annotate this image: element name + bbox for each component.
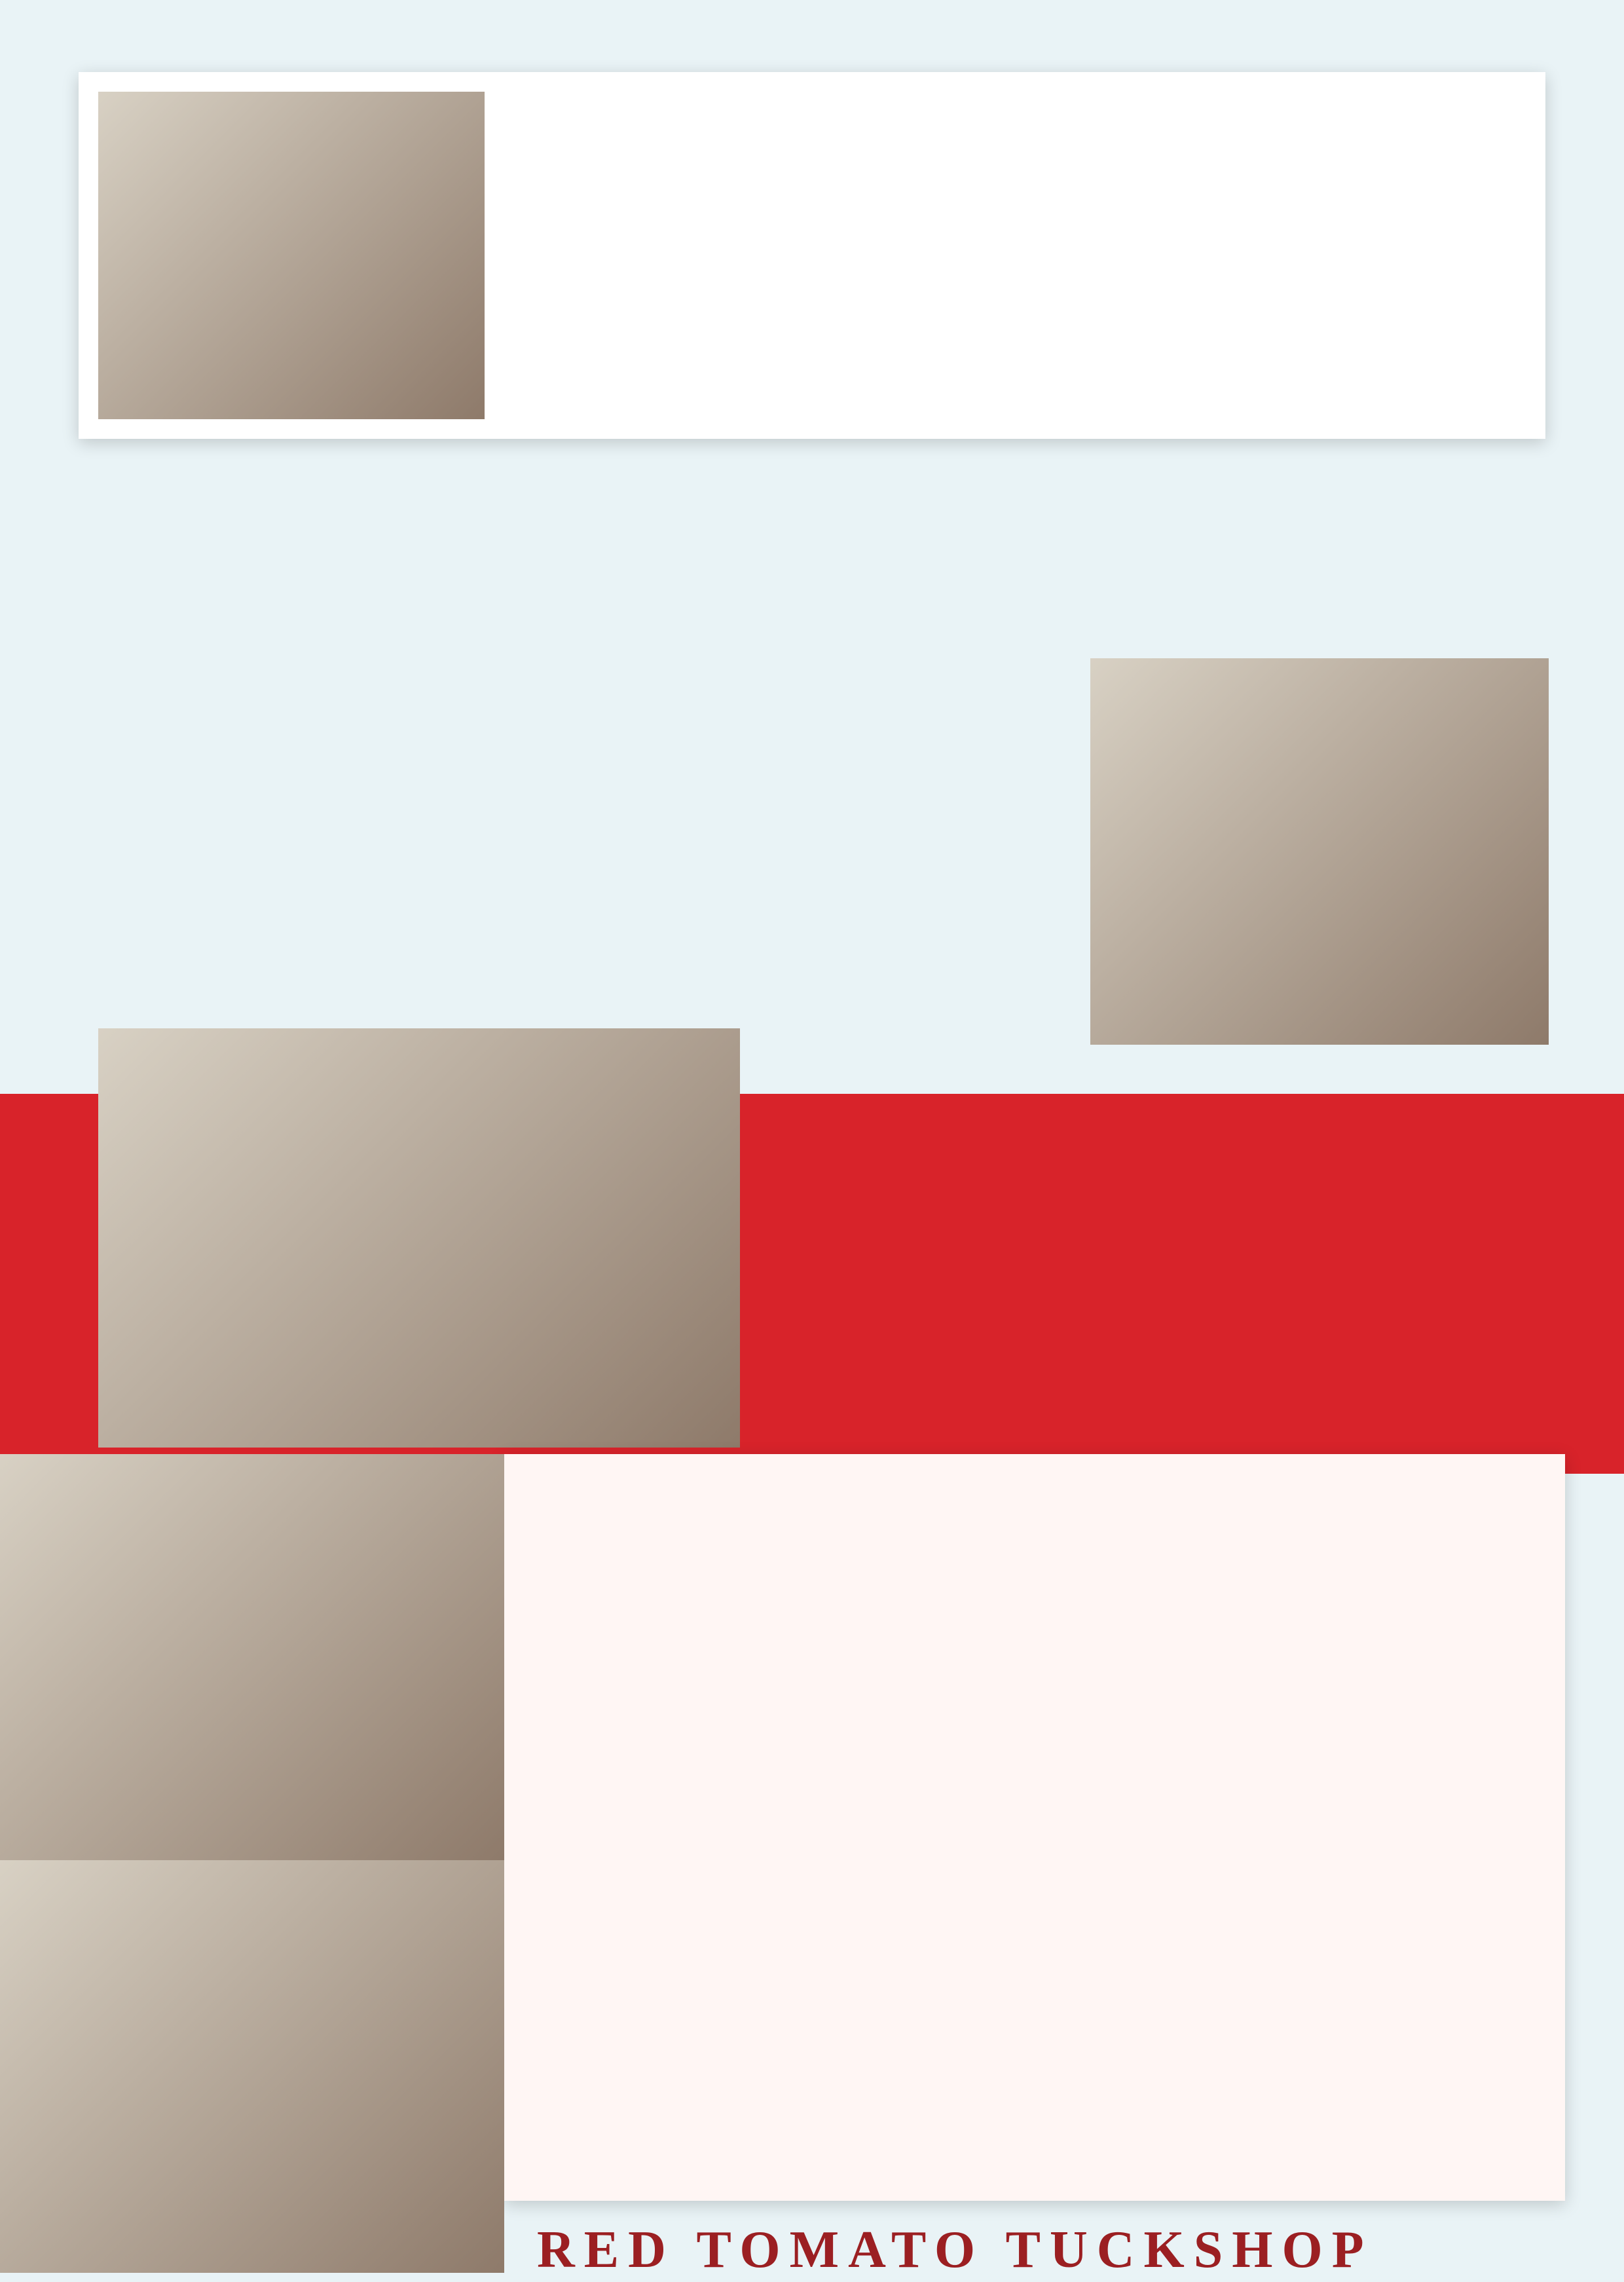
doctor-portrait bbox=[98, 92, 485, 419]
tuckshop-section-2 bbox=[1064, 1487, 1536, 1506]
group-photo bbox=[1090, 658, 1549, 1045]
feature-card bbox=[79, 72, 1545, 439]
tuckshop-panel bbox=[504, 1454, 1565, 2201]
tuckshop-section-1 bbox=[544, 1487, 1028, 1500]
feature-section-1 bbox=[79, 472, 537, 485]
feature-section-2 bbox=[583, 472, 1041, 485]
student-photo-1 bbox=[0, 1454, 504, 1860]
tuckshop-footer: RED TOMATO TUCKSHOP bbox=[537, 2221, 1373, 2279]
staff-photo bbox=[98, 1028, 740, 1448]
student-photo-2 bbox=[0, 1860, 504, 2273]
